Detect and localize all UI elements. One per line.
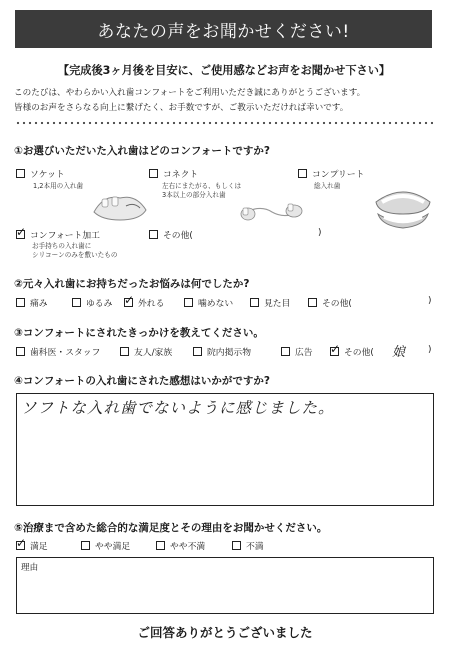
- q3-other-checkbox[interactable]: [330, 342, 341, 356]
- q3-advertisement-label: 広告: [295, 348, 313, 358]
- q3-dental-staff-checkbox[interactable]: [16, 347, 25, 356]
- q3-dental-staff-label: 歯科医・スタッフ: [30, 348, 101, 358]
- q3-advertisement-checkbox[interactable]: [281, 347, 290, 356]
- q1-socket-checkbox[interactable]: [16, 169, 25, 178]
- question-5-title: ⑤治療まで含めた総合的な満足度とその理由をお聞かせください。: [14, 522, 328, 534]
- q2-other-label: その他(: [322, 299, 352, 309]
- q1-socket-note: 1,2本用の入れ歯: [33, 182, 84, 190]
- q2-cannot-chew-label: 噛めない: [198, 299, 234, 309]
- q3-other-close: ): [428, 345, 432, 355]
- q5-somewhat-satisfied-label: やや満足: [95, 542, 131, 552]
- q1-connect-note: 左右にまたがる、もしくは 3本以上の部分入れ歯: [162, 182, 242, 199]
- question-4-title: ④コンフォートの入れ歯にされた感想はいかがですか?: [14, 375, 270, 387]
- check-mark-icon: ✓: [16, 536, 27, 550]
- q2-pain-checkbox[interactable]: [16, 298, 25, 307]
- q5-somewhat-dissatisfied-checkbox[interactable]: [156, 541, 165, 550]
- q1-complete-note: 総入れ歯: [314, 182, 341, 190]
- question-1-title: ①お選びいただいた入れ歯はどのコンフォートですか?: [14, 145, 270, 157]
- q3-other-label: その他(: [344, 348, 374, 358]
- q5-somewhat-dissatisfied-label: やや不満: [170, 542, 206, 552]
- q5-dissatisfied-label: 不満: [246, 542, 264, 552]
- q1-other-close: ): [318, 228, 322, 238]
- q1-other-checkbox[interactable]: [149, 230, 158, 239]
- form-title: [15, 10, 432, 48]
- check-mark-icon: ✓: [124, 293, 135, 307]
- q5-dissatisfied-checkbox[interactable]: [232, 541, 241, 550]
- check-mark-icon: ✓: [330, 342, 341, 356]
- complete-denture-image: [372, 184, 434, 230]
- q2-falls-out-checkbox[interactable]: [124, 293, 135, 307]
- q3-friend-family-checkbox[interactable]: [120, 347, 129, 356]
- q2-other-close: ): [428, 296, 432, 306]
- connect-denture-image: [240, 200, 304, 224]
- q3-clinic-posting-checkbox[interactable]: [193, 347, 202, 356]
- q5-somewhat-satisfied-checkbox[interactable]: [81, 541, 90, 550]
- partial-denture-image: [90, 190, 150, 224]
- check-mark-icon: ✓: [16, 225, 27, 239]
- q2-cannot-chew-checkbox[interactable]: [184, 298, 193, 307]
- q3-friend-family-label: 友人/家族: [134, 348, 173, 358]
- q2-loose-checkbox[interactable]: [72, 298, 81, 307]
- q5-satisfied-checkbox[interactable]: [16, 536, 27, 550]
- intro-line-1: このたびは、やわらかい入れ歯コンフォートをご利用いただき誠にありがとうございます。: [14, 88, 366, 98]
- q1-other-label: その他(: [163, 231, 193, 241]
- q4-answer-box[interactable]: [16, 393, 434, 506]
- q1-comfort-processing-note: お手持ちの入れ歯に シリコーンのみを敷いたもの: [32, 242, 118, 259]
- q2-appearance-checkbox[interactable]: [250, 298, 259, 307]
- q1-complete-checkbox[interactable]: [298, 169, 307, 178]
- question-2-title: ②元々入れ歯にお持ちだったお悩みは何でしたか?: [14, 278, 250, 290]
- q2-other-checkbox[interactable]: [308, 298, 317, 307]
- q1-connect-label: コネクト: [163, 170, 199, 180]
- q1-comfort-processing-checkbox[interactable]: [16, 225, 27, 239]
- q2-pain-label: 痛み: [30, 299, 48, 309]
- q1-complete-label: コンプリート: [312, 170, 365, 180]
- closing-message: ご回答ありがとうございました: [137, 625, 313, 640]
- subheading: 【完成後3ヶ月後を目安に、ご使用感などお声をお聞かせ下さい】: [57, 64, 391, 77]
- dotted-divider: [15, 121, 433, 125]
- q4-answer-text: ソフトな入れ歯でないように感じました。: [21, 399, 335, 417]
- q2-loose-label: ゆるみ: [86, 299, 113, 309]
- q5-reason-label: 理由: [21, 563, 39, 573]
- intro-line-2: 皆様のお声をさらなる向上に繋げたく、お手数ですが、ご教示いただければ幸いです。: [14, 103, 349, 113]
- q1-connect-checkbox[interactable]: [149, 169, 158, 178]
- question-3-title: ③コンフォートにされたきっかけを教えてください。: [14, 327, 264, 339]
- q3-clinic-posting-label: 院内掲示物: [207, 348, 251, 358]
- form-title-text: あなたの声をお聞かせください!: [97, 21, 350, 42]
- q1-comfort-processing-label: コンフォート加工: [30, 231, 100, 241]
- q1-socket-label: ソケット: [30, 170, 65, 180]
- q2-appearance-label: 見た目: [264, 299, 291, 309]
- q2-falls-out-label: 外れる: [138, 299, 165, 309]
- q5-satisfied-label: 満足: [30, 542, 48, 552]
- q3-other-answer: 娘: [392, 345, 406, 360]
- q5-reason-box[interactable]: [16, 557, 434, 614]
